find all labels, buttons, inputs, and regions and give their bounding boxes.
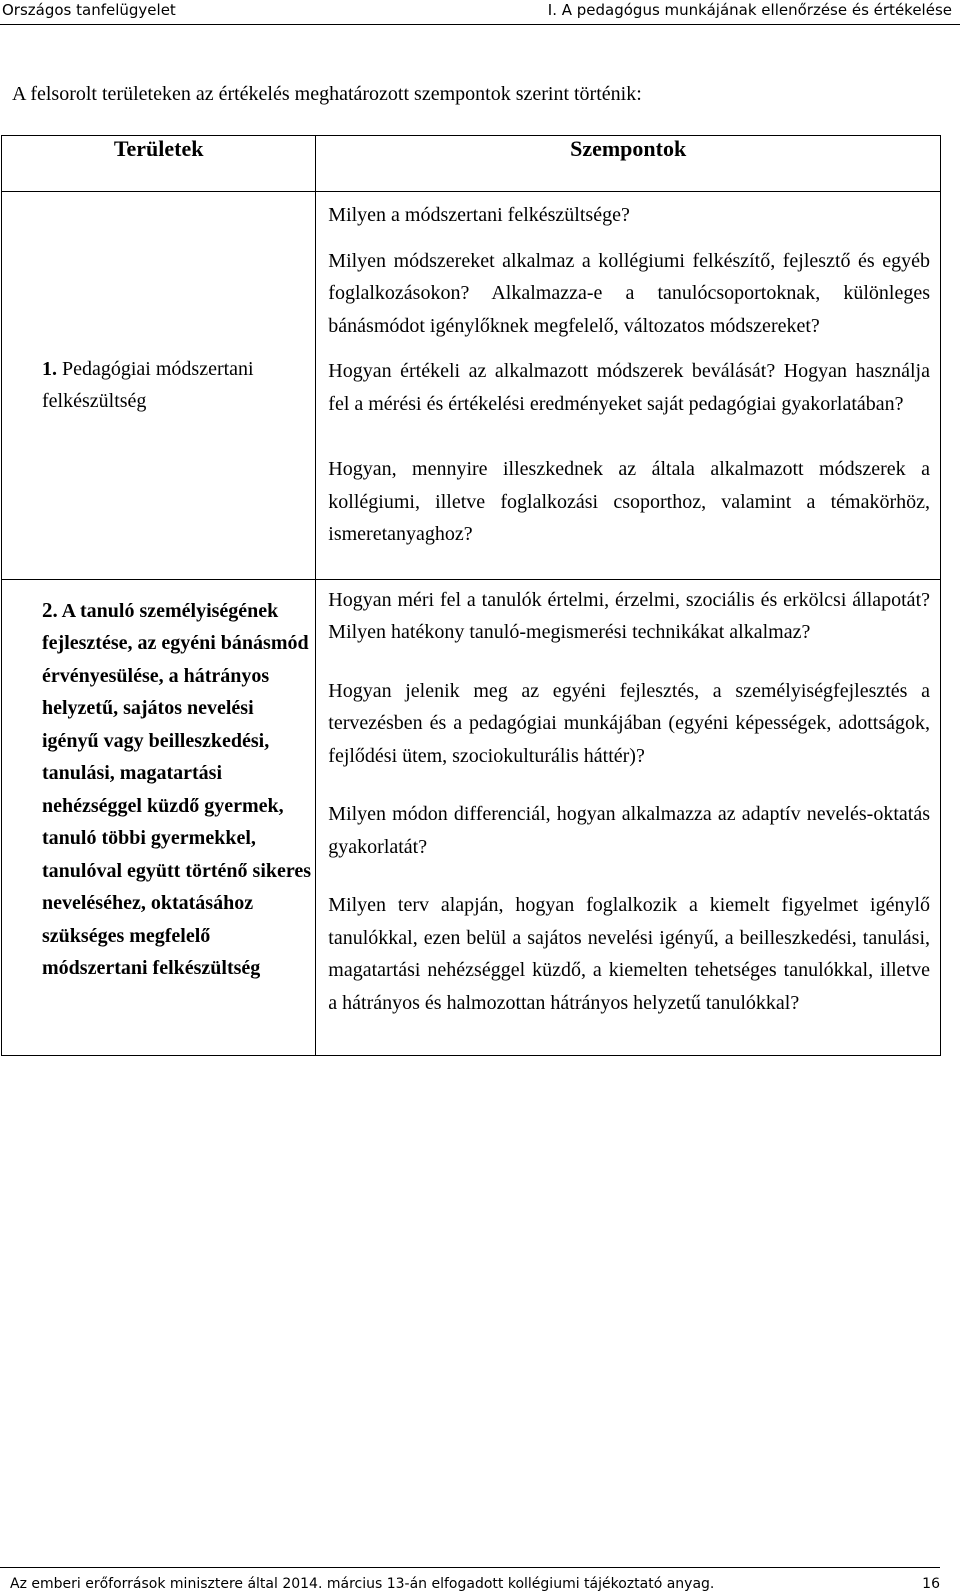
criterion-paragraph: Hogyan értékeli az alkalmazott módszerek beválását? Hogyan használja fel a mérési és értékelési eredményeket saját pedagógiai gyakorlatában? [328, 360, 930, 415]
criteria-cell [316, 579, 941, 1056]
criterion-paragraph: Hogyan jelenik meg az egyéni fejlesztés, a személyiségfejlesztés a tervezésben és a pedagógiai munkájában (egyéni képességek, adottságok, fejlődési ütem, szociokulturális háttér)? [328, 679, 930, 767]
area-number: 2. [42, 597, 58, 622]
criterion-paragraph: Milyen a módszertani felkészültsége? [328, 204, 630, 226]
criteria-cell [316, 192, 941, 580]
table-header-row [2, 136, 941, 192]
area-text: A tanuló személyiségének fejlesztése, az egyéni bánásmód érvényesülése, a hátrányos helyzetű, sajátos nevelési igényű vagy beilleszkedési, tanulási, magatartási nehézséggel küzdő gyermek, tanuló többi gyermekkel, tanulóval együtt történő sikeres neveléséhez, oktatásához szükséges megfelelő módszertani felkészültség [42, 599, 312, 979]
area-label [42, 353, 315, 417]
evaluation-table [1, 135, 941, 1056]
footer-source-note: Az emberi erőforrások minisztere által 2014. március 13-án elfogadott kollégiumi tájékoztató anyag. [10, 1576, 715, 1592]
criterion-paragraph: Hogyan méri fel a tanulók értelmi, érzelmi, szociális és erkölcsi állapotát? Milyen hatékony tanuló-megismerési technikákat alkalmaz? [328, 588, 930, 643]
page-number: 16 [922, 1576, 940, 1592]
area-label [42, 594, 315, 985]
criterion-paragraph: Milyen módon differenciál, hogyan alkalmazza az adaptív nevelés-oktatás gyakorlatát? [328, 803, 930, 858]
table-row [2, 192, 941, 580]
area-cell [2, 579, 316, 1056]
criterion-paragraph: Hogyan, mennyire illeszkednek az általa alkalmazott módszerek a kollégiumi, illetve foglalkozási csoporthoz, valamint a témakörhöz, ismeretanyaghoz? [328, 458, 930, 545]
header-left-title: Országos tanfelügyelet [2, 1, 176, 19]
area-number: 1. [42, 358, 57, 381]
header-areas: Területek [2, 136, 316, 192]
area-text: Pedagógiai módszertani felkészültség [42, 358, 254, 413]
header-criteria: Szempontok [316, 136, 941, 192]
table-row [2, 579, 941, 1056]
intro-sentence: A felsorolt területeken az értékelés meghatározott szempontok szerint történik: [12, 83, 642, 105]
criterion-paragraph: Milyen terv alapján, hogyan foglalkozik a kiemelt figyelmet igénylő tanulókkal, ezen belül a sajátos nevelési igényű, a beilleszkedési, tanulási, magatartási nehézséggel küzdő, a kiemelten tehetséges tanulókkal, illetve a hátrányos és halmozottan hátrányos helyzetű tanulókkal? [328, 894, 930, 1014]
area-cell [2, 192, 316, 580]
criterion-paragraph: Milyen módszereket alkalmaz a kollégiumi felkészítő, fejlesztő és egyéb foglalkozásokon? Alkalmazza-e a tanulócsoportoknak, különleges bánásmódot igénylőknek megfelelő, változatos módszereket? [328, 249, 930, 337]
header-section-title: I. A pedagógus munkájának ellenőrzése és értékelése [547, 1, 952, 19]
page-footer [0, 1567, 940, 1592]
running-header [0, 0, 960, 25]
